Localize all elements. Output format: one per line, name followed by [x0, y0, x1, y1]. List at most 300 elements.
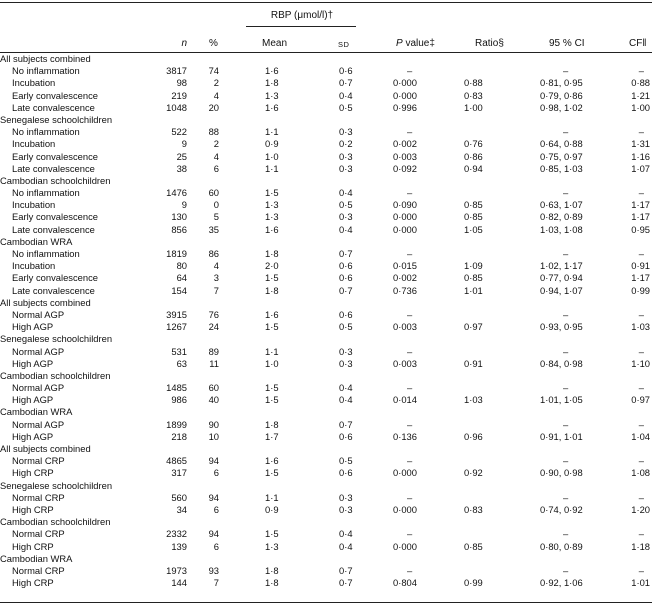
cell-ci: 0·75, 0·97 — [540, 150, 583, 162]
cell-sd: 0·6 — [339, 308, 353, 320]
cell-p-value: – — [407, 491, 413, 503]
cell-p-value: 0·003 — [393, 321, 417, 333]
cell-sd: 0·3 — [339, 162, 353, 174]
group-row — [0, 406, 652, 418]
row-label: High AGP — [12, 394, 54, 406]
cell-percent: 20 — [208, 101, 219, 113]
group-row — [0, 516, 652, 528]
cell-mean: 2·0 — [265, 260, 279, 272]
table-row — [0, 541, 652, 553]
cell-mean: 0·9 — [265, 503, 279, 515]
row-label: High CRP — [12, 503, 54, 515]
cell-cf: – — [638, 418, 644, 430]
cell-mean: 1·8 — [265, 248, 279, 259]
cell-sd: 0·3 — [339, 503, 353, 515]
cell-ci: 0·81, 0·95 — [540, 77, 583, 89]
cell-sd: 0·4 — [339, 89, 353, 101]
table-row — [0, 394, 652, 406]
cell-n: 139 — [171, 540, 187, 552]
group-label: Cambodian WRA — [0, 406, 73, 418]
cell-percent: 10 — [208, 430, 219, 442]
cell-p-value: 0·002 — [393, 138, 417, 150]
cell-percent: 90 — [208, 418, 219, 430]
cell-ci: 0·64, 0·88 — [540, 138, 583, 150]
cell-percent: 6 — [213, 467, 219, 479]
cell-mean: 1·5 — [265, 528, 279, 540]
cell-percent: 40 — [208, 394, 219, 406]
cell-p-value: 0·996 — [393, 101, 417, 113]
cell-n: 98 — [176, 77, 187, 89]
cell-percent: 93 — [208, 564, 219, 576]
cell-mean: 1·0 — [265, 357, 279, 369]
group-label: All subjects combined — [0, 443, 91, 454]
table-row — [0, 565, 652, 577]
cell-cf: 0·99 — [631, 284, 650, 296]
cell-p-value: – — [407, 455, 413, 467]
table-row — [0, 358, 652, 370]
cell-mean: 1·6 — [265, 308, 279, 320]
cell-ci: 0·74, 0·92 — [540, 503, 583, 515]
cell-p-value: – — [407, 187, 413, 199]
cell-cf: – — [638, 382, 644, 394]
cell-cf: 1·17 — [631, 272, 650, 284]
cell-sd: 0·7 — [339, 248, 353, 259]
cell-mean: 1·3 — [265, 540, 279, 552]
table-row — [0, 260, 652, 272]
cell-n: 1485 — [166, 382, 187, 394]
cell-cf: 1·18 — [631, 540, 650, 552]
cell-percent: 2 — [213, 77, 219, 89]
cell-percent: 89 — [208, 345, 219, 357]
cell-ci: – — [563, 65, 569, 77]
group-row — [0, 370, 652, 382]
cell-n: 1476 — [166, 187, 187, 199]
row-label: High AGP — [12, 321, 54, 333]
row-label: Early convalescence — [12, 89, 98, 101]
cell-n: 130 — [171, 211, 187, 223]
table-row — [0, 419, 652, 431]
group-row — [0, 114, 652, 126]
cell-n: 4865 — [166, 455, 187, 467]
cell-ci: – — [563, 418, 569, 430]
table-row — [0, 163, 652, 175]
cell-n: 80 — [176, 260, 187, 272]
cell-ci: 0·63, 1·07 — [540, 199, 583, 211]
table-row — [0, 224, 652, 236]
row-label: Normal AGP — [12, 345, 65, 357]
cell-n: 3915 — [166, 308, 187, 320]
cell-n: 531 — [171, 345, 187, 357]
cell-cf: – — [638, 528, 644, 540]
header-mean: Mean — [262, 38, 288, 49]
cell-p-value: 0·000 — [393, 503, 417, 515]
header-sd: SD — [338, 40, 350, 49]
cell-sd: 0·2 — [339, 138, 353, 150]
cell-p-value: 0·136 — [393, 430, 417, 442]
cell-p-value: 0·002 — [393, 272, 417, 284]
cell-p-value: 0·015 — [393, 260, 417, 272]
cell-mean: 1·8 — [265, 564, 279, 576]
table-row — [0, 309, 652, 321]
cell-mean: 1·6 — [265, 65, 279, 77]
header-p-value — [396, 38, 435, 49]
cell-ratio: 1·03 — [464, 394, 483, 406]
cell-p-value: – — [407, 248, 413, 259]
cell-percent: 7 — [213, 577, 219, 589]
row-label: Normal CRP — [12, 528, 65, 540]
cell-mean: 1·3 — [265, 199, 279, 211]
cell-n: 986 — [171, 394, 187, 406]
cell-sd: 0·5 — [339, 455, 353, 467]
group-label: Cambodian schoolchildren — [0, 516, 111, 528]
row-label: Late convalescence — [12, 162, 95, 174]
cell-ci: 0·90, 0·98 — [540, 467, 583, 479]
row-label: Late convalescence — [12, 101, 95, 113]
cell-cf: 1·07 — [631, 162, 650, 174]
cell-n: 2332 — [166, 528, 187, 540]
cell-mean: 1·5 — [265, 272, 279, 284]
group-row — [0, 443, 652, 455]
cell-percent: 4 — [213, 89, 219, 101]
cell-p-value: 0·092 — [393, 162, 417, 174]
cell-ci: – — [563, 455, 569, 467]
cell-ci: 0·93, 0·95 — [540, 321, 583, 333]
cell-p-value: – — [407, 382, 413, 394]
cell-n: 9 — [181, 199, 187, 211]
group-label: Senegalese schoolchildren — [0, 333, 113, 345]
table-row — [0, 211, 652, 223]
table-row — [0, 187, 652, 199]
cell-p-value: 0·000 — [393, 89, 417, 101]
cell-cf: 0·97 — [631, 394, 650, 406]
cell-cf: 1·21 — [631, 89, 650, 101]
cell-ci: – — [563, 345, 569, 357]
table-row — [0, 90, 652, 102]
group-row — [0, 297, 652, 309]
cell-mean: 1·8 — [265, 77, 279, 89]
group-label: Senegalese schoolchildren — [0, 113, 113, 125]
row-label: No inflammation — [12, 126, 80, 138]
cell-percent: 88 — [208, 126, 219, 138]
cell-cf: – — [638, 126, 644, 138]
table-row — [0, 138, 652, 150]
group-label: Cambodian WRA — [0, 552, 73, 564]
cell-percent: 60 — [208, 382, 219, 394]
cell-cf: 1·01 — [631, 577, 650, 589]
cell-ci: 0·94, 1·07 — [540, 284, 583, 296]
cell-p-value: 0·003 — [393, 357, 417, 369]
cell-percent: 2 — [213, 138, 219, 150]
table-row — [0, 455, 652, 467]
cell-sd: 0·3 — [339, 126, 353, 138]
cell-percent: 74 — [208, 65, 219, 77]
cell-p-value: 0·736 — [393, 284, 417, 296]
row-label: Early convalescence — [12, 272, 98, 284]
cell-cf: 1·03 — [631, 321, 650, 333]
cell-ci: – — [563, 564, 569, 576]
cell-n: 3817 — [166, 65, 187, 77]
cell-ratio: 0·83 — [464, 503, 483, 515]
cell-ci: 0·84, 0·98 — [540, 357, 583, 369]
table-row — [0, 248, 652, 260]
header-ci: 95 % CI — [549, 38, 585, 49]
cell-ratio: 0·86 — [464, 150, 483, 162]
cell-percent: 6 — [213, 540, 219, 552]
table-row — [0, 272, 652, 284]
cell-percent: 4 — [213, 260, 219, 272]
cell-mean: 1·6 — [265, 223, 279, 235]
cell-mean: 1·8 — [265, 577, 279, 589]
cell-mean: 1·1 — [265, 491, 279, 503]
row-label: Normal AGP — [12, 308, 65, 320]
cell-sd: 0·6 — [339, 260, 353, 272]
cell-sd: 0·3 — [339, 491, 353, 503]
cell-ci: – — [563, 126, 569, 138]
cell-mean: 1·7 — [265, 430, 279, 442]
cell-ci: 0·77, 0·94 — [540, 272, 583, 284]
cell-n: 154 — [171, 284, 187, 296]
cell-cf: – — [638, 455, 644, 467]
cell-ci: – — [563, 308, 569, 320]
cell-percent: 94 — [208, 455, 219, 467]
header-p-italic: P — [396, 38, 403, 49]
cell-ratio: 1·09 — [464, 260, 483, 272]
table-row — [0, 321, 652, 333]
header-n: n — [181, 38, 187, 49]
cell-mean: 1·5 — [265, 467, 279, 479]
table-row — [0, 346, 652, 358]
cell-cf: – — [638, 345, 644, 357]
cell-cf: 1·04 — [631, 430, 650, 442]
cell-n: 34 — [176, 503, 187, 515]
cell-mean: 1·1 — [265, 162, 279, 174]
table-row — [0, 151, 652, 163]
cell-percent: 7 — [213, 284, 219, 296]
group-label: Cambodian WRA — [0, 235, 73, 247]
group-label: Cambodian schoolchildren — [0, 174, 111, 186]
cell-cf: 1·00 — [631, 101, 650, 113]
cell-p-value: 0·000 — [393, 211, 417, 223]
row-label: No inflammation — [12, 187, 80, 199]
row-label: High AGP — [12, 357, 54, 369]
row-label: Early convalescence — [12, 150, 98, 162]
cell-mean: 1·6 — [265, 101, 279, 113]
cell-ratio: 1·00 — [464, 101, 483, 113]
cell-percent: 94 — [208, 491, 219, 503]
cell-ratio: 0·85 — [464, 211, 483, 223]
cell-sd: 0·6 — [339, 272, 353, 284]
row-label: Normal CRP — [12, 491, 65, 503]
cell-ratio: 1·01 — [464, 284, 483, 296]
cell-p-value: 0·000 — [393, 223, 417, 235]
cell-sd: 0·4 — [339, 187, 353, 199]
table-row — [0, 577, 652, 589]
cell-percent: 76 — [208, 308, 219, 320]
cell-mean: 1·6 — [265, 455, 279, 467]
cell-n: 63 — [176, 357, 187, 369]
cell-n: 856 — [171, 223, 187, 235]
group-label: All subjects combined — [0, 53, 91, 64]
cell-p-value: – — [407, 308, 413, 320]
table-row — [0, 492, 652, 504]
cell-mean: 1·1 — [265, 126, 279, 138]
cell-sd: 0·7 — [339, 77, 353, 89]
table-bottom-rule — [0, 602, 652, 603]
cell-ratio: 0·99 — [464, 577, 483, 589]
table-row — [0, 102, 652, 114]
cell-cf: 1·16 — [631, 150, 650, 162]
cell-p-value: 0·000 — [393, 467, 417, 479]
cell-ci: 0·98, 1·02 — [540, 101, 583, 113]
group-row — [0, 175, 652, 187]
group-row — [0, 53, 652, 65]
cell-percent: 4 — [213, 150, 219, 162]
cell-mean: 1·8 — [265, 418, 279, 430]
row-label: Normal AGP — [12, 382, 65, 394]
rbp-group-header: RBP (μmol/l)† — [270, 10, 334, 21]
table-row — [0, 65, 652, 77]
cell-sd: 0·5 — [339, 101, 353, 113]
cell-n: 1973 — [166, 564, 187, 576]
cell-cf: 0·88 — [631, 77, 650, 89]
cell-sd: 0·6 — [339, 65, 353, 77]
cell-mean: 1·1 — [265, 345, 279, 357]
cell-p-value: – — [407, 345, 413, 357]
cell-cf: – — [638, 491, 644, 503]
cell-sd: 0·4 — [339, 540, 353, 552]
cell-sd: 0·7 — [339, 284, 353, 296]
row-label: Normal CRP — [12, 455, 65, 467]
cell-cf: 1·31 — [631, 138, 650, 150]
group-row — [0, 553, 652, 565]
cell-sd: 0·5 — [339, 321, 353, 333]
cell-cf: – — [638, 65, 644, 77]
cell-sd: 0·5 — [339, 199, 353, 211]
cell-ci: 1·03, 1·08 — [540, 223, 583, 235]
row-label: Late convalescence — [12, 284, 95, 296]
cell-n: 38 — [176, 162, 187, 174]
cell-n: 1048 — [166, 101, 187, 113]
cell-ratio: 0·85 — [464, 540, 483, 552]
cell-mean: 1·3 — [265, 89, 279, 101]
cell-cf: 0·91 — [631, 260, 650, 272]
cell-percent: 6 — [213, 162, 219, 174]
cell-cf: 1·08 — [631, 467, 650, 479]
cell-cf: – — [638, 564, 644, 576]
cell-ratio: 0·76 — [464, 138, 483, 150]
cell-cf: – — [638, 308, 644, 320]
cell-n: 25 — [176, 150, 187, 162]
cell-ratio: 0·85 — [464, 199, 483, 211]
cell-ci: 0·91, 1·01 — [540, 430, 583, 442]
cell-percent: 5 — [213, 211, 219, 223]
cell-percent: 60 — [208, 187, 219, 199]
cell-ratio: 0·94 — [464, 162, 483, 174]
table-row — [0, 77, 652, 89]
row-label: No inflammation — [12, 248, 80, 259]
cell-n: 219 — [171, 89, 187, 101]
group-label: Senegalese schoolchildren — [0, 479, 113, 491]
group-label: Cambodian schoolchildren — [0, 369, 111, 381]
table-row — [0, 382, 652, 394]
cell-mean: 1·5 — [265, 187, 279, 199]
row-label: Incubation — [12, 260, 56, 272]
cell-ci: – — [563, 491, 569, 503]
rbp-group-rule — [246, 26, 356, 27]
row-label: Normal CRP — [12, 564, 65, 576]
cell-percent: 0 — [213, 199, 219, 211]
cell-cf: 1·17 — [631, 199, 650, 211]
cell-percent: 3 — [213, 272, 219, 284]
cell-sd: 0·4 — [339, 382, 353, 394]
cell-percent: 94 — [208, 528, 219, 540]
cell-p-value: 0·804 — [393, 577, 417, 589]
cell-n: 64 — [176, 272, 187, 284]
cell-sd: 0·4 — [339, 528, 353, 540]
cell-ci: 0·85, 1·03 — [540, 162, 583, 174]
cell-sd: 0·4 — [339, 394, 353, 406]
cell-ci: 0·82, 0·89 — [540, 211, 583, 223]
cell-n: 218 — [171, 430, 187, 442]
cell-p-value: 0·014 — [393, 394, 417, 406]
cell-mean: 1·5 — [265, 394, 279, 406]
cell-ci: 1·01, 1·05 — [540, 394, 583, 406]
table-row — [0, 199, 652, 211]
cell-mean: 1·5 — [265, 382, 279, 394]
cell-n: 1819 — [166, 248, 187, 259]
table-row — [0, 504, 652, 516]
table-row — [0, 467, 652, 479]
cell-ratio: 0·96 — [464, 430, 483, 442]
cell-cf: 1·10 — [631, 357, 650, 369]
cell-sd: 0·7 — [339, 418, 353, 430]
cell-ci: – — [563, 382, 569, 394]
cell-sd: 0·3 — [339, 345, 353, 357]
group-label: All subjects combined — [0, 296, 91, 308]
table-row — [0, 285, 652, 297]
table-row — [0, 528, 652, 540]
cell-cf: 0·95 — [631, 223, 650, 235]
cell-ratio: 0·83 — [464, 89, 483, 101]
cell-sd: 0·6 — [339, 430, 353, 442]
cell-p-value: – — [407, 126, 413, 138]
row-label: High CRP — [12, 577, 54, 589]
cell-p-value: – — [407, 65, 413, 77]
cell-p-value: 0·090 — [393, 199, 417, 211]
cell-ratio: 0·85 — [464, 272, 483, 284]
cell-ci: 0·80, 0·89 — [540, 540, 583, 552]
table-top-rule — [0, 2, 652, 3]
row-label: Incubation — [12, 199, 56, 211]
row-label: No inflammation — [12, 65, 80, 77]
cell-n: 560 — [171, 491, 187, 503]
cell-p-value: 0·003 — [393, 150, 417, 162]
cell-mean: 1·5 — [265, 321, 279, 333]
table-row — [0, 126, 652, 138]
cell-p-value: – — [407, 564, 413, 576]
header-percent: % — [209, 38, 218, 49]
cell-n: 144 — [171, 577, 187, 589]
cell-n: 522 — [171, 126, 187, 138]
group-row — [0, 236, 652, 248]
cell-ratio: 0·97 — [464, 321, 483, 333]
row-label: High CRP — [12, 540, 54, 552]
cell-ci: 0·79, 0·86 — [540, 89, 583, 101]
cell-mean: 1·3 — [265, 211, 279, 223]
group-row — [0, 480, 652, 492]
cell-ci: 1·02, 1·17 — [540, 260, 583, 272]
cell-mean: 1·8 — [265, 284, 279, 296]
